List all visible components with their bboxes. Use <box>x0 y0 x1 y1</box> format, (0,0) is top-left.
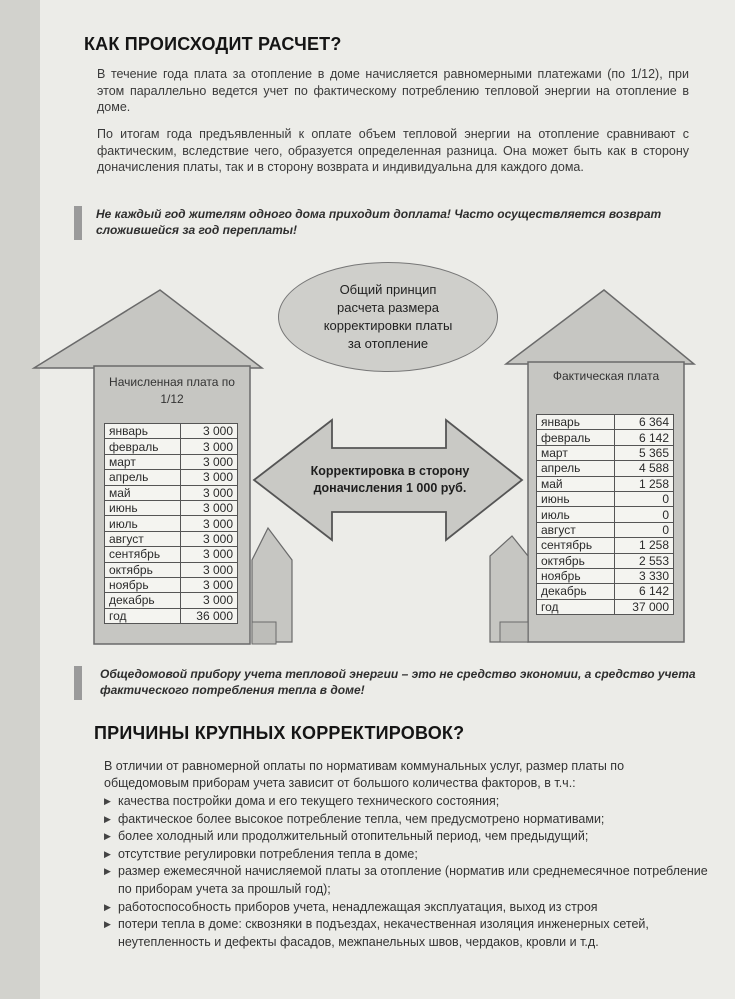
table-row <box>105 439 238 454</box>
month-cell: год <box>105 608 181 623</box>
table-row <box>105 531 238 546</box>
amount-cell: 2 553 <box>614 553 673 568</box>
principle-ellipse <box>278 262 498 372</box>
section-title-reasons: ПРИЧИНЫ КРУПНЫХ КОРРЕКТИРОВОК? <box>94 723 465 743</box>
month-cell: июнь <box>105 500 181 515</box>
amount-cell: 3 000 <box>180 531 237 546</box>
list-item-text: размер ежемесячной начисляемой платы за отопление (норматив или среднемесячное потребление по приборам учета за прошлый год); <box>118 864 708 896</box>
month-cell: февраль <box>105 439 181 454</box>
table-row <box>105 516 238 531</box>
table-row <box>537 599 674 614</box>
paragraph-reasons-intro: В отличии от равномерной оплаты по нормативам коммунальных услуг, размер платы по общедомовым приборам учета зависит от большого количества факторов, в т.ч.: <box>104 759 625 790</box>
table-row <box>537 568 674 583</box>
bullet-arrow-icon: ▶ <box>104 796 111 806</box>
month-cell: год <box>537 599 615 614</box>
list-item <box>104 863 710 898</box>
left-house-title: Начисленная плата по 1/12 <box>109 375 235 406</box>
month-cell: ноябрь <box>537 568 615 583</box>
amount-cell: 0 <box>614 522 673 537</box>
bullet-arrow-icon: ▶ <box>104 919 111 930</box>
table-row <box>105 562 238 577</box>
amount-cell: 5 365 <box>614 445 673 460</box>
amount-cell: 3 000 <box>180 562 237 577</box>
amount-cell: 4 588 <box>614 461 673 476</box>
table-row <box>537 461 674 476</box>
amount-cell: 36 000 <box>180 608 237 623</box>
month-cell: июль <box>537 507 615 522</box>
right-house-title: Фактическая плата <box>552 369 660 383</box>
paragraph-intro: В течение года плата за отопление в доме начисляется равномерными платежами (по 1/12), при этом параллельно ведется учет по фактическому потреблению тепловой энергии на отопление в доме. <box>97 67 689 114</box>
list-item <box>104 899 710 917</box>
actual-payment-table <box>536 414 674 615</box>
list-item-text: потери тепла в доме: сквозняки в подъездах, некачественная изоляция инженерных сетей, неутепленность и дефекты фасадов, межпанельных швов, чердаков, кровли и т.д. <box>118 917 649 949</box>
list-item <box>104 846 710 864</box>
month-cell: август <box>105 531 181 546</box>
month-cell: сентябрь <box>105 547 181 562</box>
month-cell: март <box>105 454 181 469</box>
month-cell: апрель <box>105 470 181 485</box>
table-row <box>105 547 238 562</box>
table-row <box>105 593 238 608</box>
amount-cell: 1 258 <box>614 476 673 491</box>
note-refund: Не каждый год жителям одного дома приходит доплата! Часто осуществляется возврат сложившейся за год переплаты! <box>96 207 662 237</box>
table-row <box>537 491 674 506</box>
list-item-text: работоспособность приборов учета, ненадлежащая эксплуатация, выход из строя <box>118 899 598 914</box>
list-item <box>104 811 710 829</box>
month-cell: октябрь <box>537 553 615 568</box>
reasons-list <box>104 793 710 951</box>
table-row <box>105 577 238 592</box>
table-row <box>537 538 674 553</box>
table-row <box>105 454 238 469</box>
note-marker <box>74 666 82 700</box>
amount-cell: 0 <box>614 507 673 522</box>
amount-cell: 3 000 <box>180 500 237 515</box>
paragraph-comparison: По итогам года предъявленный к оплате объем тепловой энергии на отопление сравнивают с фактическим, вследствие чего, образуется определенная разница. Она может быть как в сторону доначисления платы, так и в сторону возврата и индивидуальна для каждого дома. <box>97 127 689 174</box>
amount-cell: 3 000 <box>180 593 237 608</box>
amount-cell: 3 000 <box>180 577 237 592</box>
bullet-arrow-icon: ▶ <box>104 831 111 842</box>
table-row <box>537 507 674 522</box>
amount-cell: 6 364 <box>614 415 673 430</box>
list-item-text: фактическое более высокое потребление тепла, чем предусмотрено нормативами; <box>118 811 605 826</box>
table-row <box>537 445 674 460</box>
month-cell: май <box>537 476 615 491</box>
table-row <box>105 470 238 485</box>
month-cell: июль <box>105 516 181 531</box>
month-cell: май <box>105 485 181 500</box>
month-cell: декабрь <box>537 584 615 599</box>
note-meter: Общедомовой прибору учета тепловой энергии – это не средство экономии, а средство учета фактического потребления тепла в доме! <box>100 667 696 697</box>
principle-ellipse-text: Общий принцип расчета размера корректировки платы за отопление <box>323 282 453 351</box>
amount-cell: 3 000 <box>180 454 237 469</box>
table-row <box>105 500 238 515</box>
accrued-payment-table <box>104 423 238 624</box>
amount-cell: 6 142 <box>614 584 673 599</box>
table-row <box>537 553 674 568</box>
amount-cell: 3 000 <box>180 470 237 485</box>
amount-cell: 6 142 <box>614 430 673 445</box>
month-cell: март <box>537 445 615 460</box>
table-row <box>537 584 674 599</box>
list-item-text: отсутствие регулировки потребления тепла в доме; <box>118 846 418 861</box>
month-cell: февраль <box>537 430 615 445</box>
amount-cell: 3 000 <box>180 439 237 454</box>
bullet-arrow-icon: ▶ <box>104 866 111 877</box>
list-item <box>104 916 710 951</box>
amount-cell: 1 258 <box>614 538 673 553</box>
table-row <box>537 476 674 491</box>
amount-cell: 0 <box>614 491 673 506</box>
list-item-text: качества постройки дома и его текущего технического состояния; <box>118 794 500 808</box>
month-cell: декабрь <box>105 593 181 608</box>
amount-cell: 3 000 <box>180 424 237 439</box>
bullet-arrow-icon: ▶ <box>104 848 111 859</box>
bullet-arrow-icon: ▶ <box>104 901 111 912</box>
table-row <box>537 430 674 445</box>
table-row <box>537 522 674 537</box>
list-item <box>104 828 710 846</box>
amount-cell: 3 330 <box>614 568 673 583</box>
table-row <box>105 424 238 439</box>
table-row <box>537 415 674 430</box>
month-cell: август <box>537 522 615 537</box>
list-item <box>104 793 710 811</box>
arrow-label: Корректировка в сторону доначисления 1 000 руб. <box>310 464 470 495</box>
right-house-roof <box>506 290 694 364</box>
month-cell: ноябрь <box>105 577 181 592</box>
month-cell: июнь <box>537 491 615 506</box>
section-title-calculation: КАК ПРОИСХОДИТ РАСЧЕТ? <box>84 34 342 54</box>
month-cell: январь <box>537 415 615 430</box>
table-row <box>105 608 238 623</box>
amount-cell: 3 000 <box>180 547 237 562</box>
month-cell: сентябрь <box>537 538 615 553</box>
month-cell: апрель <box>537 461 615 476</box>
bullet-arrow-icon: ▶ <box>104 813 111 824</box>
month-cell: октябрь <box>105 562 181 577</box>
table-row <box>105 485 238 500</box>
amount-cell: 37 000 <box>614 599 673 614</box>
list-item-text: более холодный или продолжительный отопительный период, чем предыдущий; <box>118 829 589 844</box>
amount-cell: 3 000 <box>180 516 237 531</box>
left-house-roof <box>34 290 262 368</box>
amount-cell: 3 000 <box>180 485 237 500</box>
month-cell: январь <box>105 424 181 439</box>
